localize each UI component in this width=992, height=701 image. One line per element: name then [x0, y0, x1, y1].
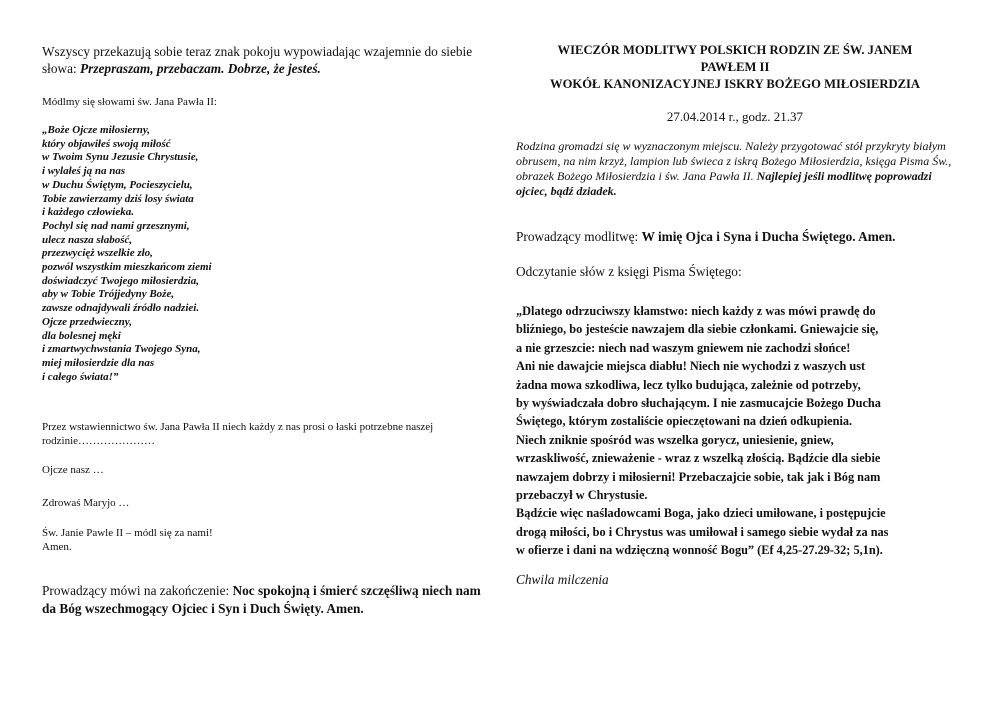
prayer-line: „Boże Ojcze miłosierny,	[42, 124, 151, 136]
prayer-line: Tobie zawierzamy dziś losy świata	[42, 192, 194, 205]
our-father: Ojcze nasz …	[42, 464, 104, 476]
silence-note: Chwila milczenia	[516, 572, 609, 587]
peace-sign-paragraph	[42, 44, 482, 77]
prayer-line: dla bolesnej męki	[42, 329, 121, 342]
prayer-line: pozwól wszystkim mieszkańcom ziemi	[42, 261, 212, 274]
prayer-line: Pochyl się nad nami grzesznymi,	[42, 219, 190, 232]
prayer-line: i każdego człowieka.	[42, 206, 134, 219]
prayer-line: doświadczyć Twojego miłosierdzia,	[42, 274, 199, 287]
peace-sign-intro: Wszyscy przekazują sobie teraz znak pokoju wypowiadając wzajemnie do siebie słowa:	[42, 44, 473, 76]
event-date: 27.04.2014 r., godz. 21.37	[666, 109, 804, 124]
prayer-line: miej miłosierdzie dla nas	[42, 356, 155, 369]
leader-sign-of-cross: W imię Ojca i Syna i Ducha Świętego. Amen.	[641, 229, 896, 244]
mercy-prayer	[42, 124, 482, 384]
prayer-line: Ojcze przedwieczny,	[42, 315, 133, 328]
peace-sign-words: Przepraszam, przebaczam. Dobrze, że jesteś.	[80, 60, 321, 76]
closing-blessing: Noc spokojną i śmierć szczęśliwą niech nam da Bóg wszechmogący Ojciec i Syn i Duch Święty. Amen.	[42, 583, 481, 616]
prayer-line: który objawiłeś swoją miłość	[42, 137, 171, 150]
amen-line: Amen.	[42, 540, 72, 553]
quote-line: „Dlatego odrzuciwszy kłamstwo: niech każdy z was mówi prawdę do	[516, 304, 876, 318]
quote-line: Ani nie dawajcie miejsca diabłu! Niech nie wychodzi z waszych ust	[516, 359, 866, 374]
quote-line: wrzaskliwość, znieważenie - wraz z wszelką złością. Bądźcie dla siebie	[516, 451, 881, 466]
quote-line: w ofierze i dani na wdzięczną wonność Bogu” (Ef 4,25-27.29-32; 5,1n).	[516, 543, 883, 558]
prayer-line: w Twoim Synu Jezusie Chrystusie,	[42, 151, 199, 164]
prayer-intro: Módlmy się słowami św. Jana Pawła II:	[42, 96, 217, 108]
intercession-text: Przez wstawiennictwo św. Jana Pawła II niech każdy z nas prosi o łaski potrzebne naszej rodzinie…………………	[42, 421, 434, 447]
quote-line: bliźniego, bo jesteście nawzajem dla siebie członkami. Gniewajcie się,	[516, 322, 879, 337]
reading-intro: Odczytanie słów z księgi Pisma Świętego:	[516, 264, 742, 279]
scripture-quote	[516, 302, 954, 560]
closing-intro: Prowadzący mówi na zakończenie:	[42, 583, 230, 598]
prayer-line: w Duchu Świętym, Pocieszycielu,	[42, 178, 193, 191]
quote-line: żadna mowa szkodliwa, lecz tylko budująca, zależnie od potrzeby,	[516, 377, 861, 392]
hail-mary: Zdrowaś Maryjo …	[42, 497, 130, 509]
prayer-line: i całego świata!”	[42, 370, 119, 383]
quote-line: by wyświadczała dobro słuchającym. I nie zasmucajcie Bożego Ducha	[516, 396, 881, 411]
instructions-paragraph	[516, 139, 954, 199]
prayer-line: zawsze odnajdywali źródło nadziei.	[42, 302, 200, 315]
prayer-line: ulecz nasza słabość,	[42, 233, 133, 246]
invocation-line: Św. Janie Pawle II – módl się za nami!	[42, 527, 213, 539]
leader-intro: Prowadzący modlitwę:	[516, 229, 639, 244]
prayer-line: i zmartwychwstania Twojego Syna,	[42, 343, 201, 356]
title-line: WIECZÓR MODLITWY POLSKICH RODZIN ZE ŚW. JANEM	[557, 43, 913, 57]
leader-paragraph	[516, 229, 954, 246]
quote-line: Świętego, którym zostaliście opieczętowani na dzień odkupienia.	[516, 414, 853, 429]
title-line: WOKÓŁ KANONIZACYJNEJ ISKRY BOŻEGO MIŁOSIERDZIA	[550, 77, 920, 91]
quote-line: nawzajem dobrzy i miłosierni! Przebaczajcie sobie, tak jak i Bóg nam	[516, 469, 881, 484]
quote-line: a nie grzeszcie: niech nad waszym gniewem nie zachodzi słońce!	[516, 340, 851, 355]
instructions-text: Rodzina gromadzi się w wyznaczonym miejscu. Należy przygotować stół przykryty białym obrusem, na nim krzyż, lampion lub świeca z iskrą Bożego Miłosierdzia, księga Pisma Św., obrazek Bożego Miłosierdzia i św. Jana Pawła II.	[516, 139, 952, 183]
instructions-leader: Najlepiej jeśli modlitwę poprowadzi ojciec, bądź dziadek.	[516, 169, 932, 198]
closing-paragraph	[42, 582, 482, 618]
quote-line: Bądźcie więc naśladowcami Boga, jako dzieci umiłowane, i postępujcie	[516, 506, 886, 521]
page-title	[516, 42, 954, 93]
quote-line: drogą miłości, bo i Chrystus was umiłował i samego siebie wydał za nas	[516, 524, 889, 539]
invocation	[42, 527, 213, 554]
prayer-line: przezwycięż wszelkie zło,	[42, 247, 153, 260]
title-line: PAWŁEM II	[700, 60, 770, 74]
prayer-line: i wylałeś ją na nas	[42, 165, 126, 178]
quote-line: przebaczył w Chrystusie.	[516, 488, 648, 503]
prayer-line: aby w Tobie Trójjedyny Boże,	[42, 288, 175, 301]
quote-line: Niech zniknie spośród was wszelka gorycz, uniesienie, gniew,	[516, 432, 834, 447]
